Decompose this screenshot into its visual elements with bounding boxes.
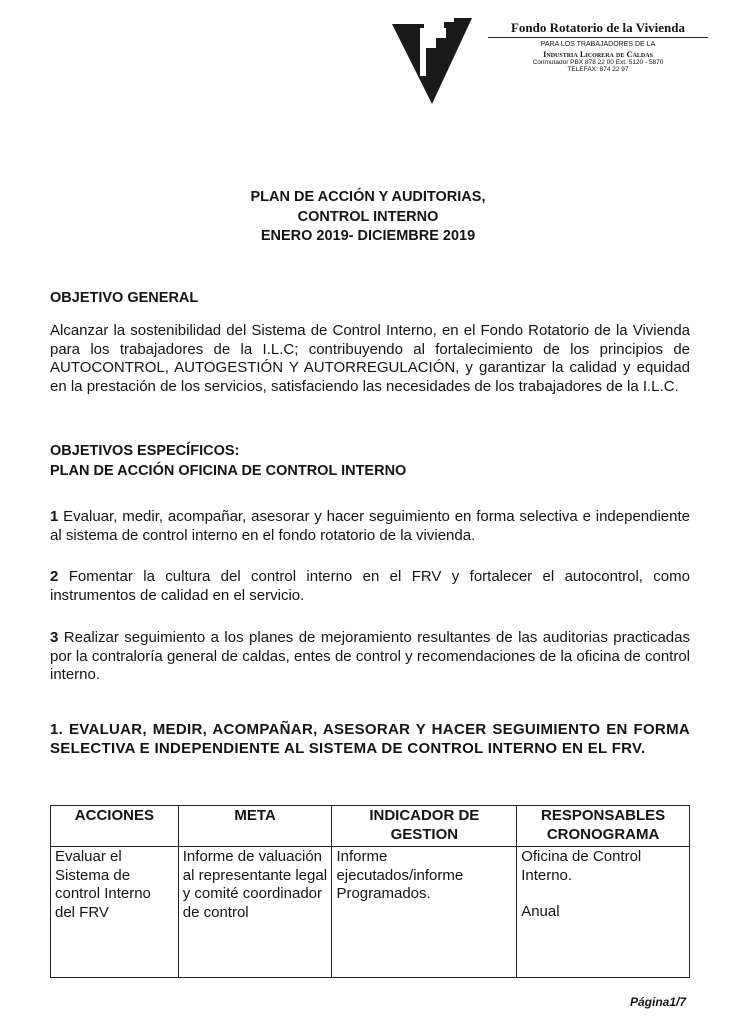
letterhead bbox=[488, 20, 708, 73]
section-1-heading: 1. EVALUAR, MEDIR, ACOMPAÑAR, ASESORAR Y HACER SEGUIMIENTO EN FORMA SELECTIVA E INDEPENDIENTE AL SISTEMA DE CONTROL INTERNO EN EL FRV. bbox=[50, 721, 690, 757]
org-line2: PARA LOS TRABAJADORES DE LA bbox=[540, 41, 656, 48]
objetivo-item-3 bbox=[50, 629, 690, 685]
header-acciones: ACCIONES bbox=[51, 806, 179, 847]
cell-meta: Informe de valuación al representante legal y comité coordinador de control bbox=[178, 847, 332, 978]
org-name: Fondo Rotatorio de la Vivienda bbox=[488, 20, 708, 38]
title-line: ENERO 2019- DICIEMBRE 2019 bbox=[260, 228, 476, 244]
org-telefax: TELEFAX: 874 22 97 bbox=[567, 66, 629, 73]
org-phone: Conmutador PBX 878 22 00 Ext. 5120 - 5870 bbox=[532, 59, 664, 66]
item-number: 3 bbox=[50, 629, 59, 646]
item-number: 2 bbox=[50, 568, 59, 585]
objetivo-general-text: Alcanzar la sostenibilidad del Sistema de Control Interno, en el Fondo Rotatorio de la Vivienda para los trabajadores de la I.L.C; contribuyendo al fortalecimiento de los principios de AUTOCONTROL, AUTOGESTIÓN Y AUTORREGULACIÓN, y garantizar la calidad y equidad en la prestación de los servicios, satisfaciendo las necesidades de los trabajadores de la I.L.C. bbox=[50, 322, 690, 395]
header-indicador: INDICADOR DE GESTION bbox=[332, 806, 517, 847]
frv-logo bbox=[392, 18, 472, 104]
item-text: Fomentar la cultura del control interno en el FRV y fortalecer el autocontrol, como instrumentos de calidad en el servicio. bbox=[50, 568, 690, 604]
cell-acciones: Evaluar el Sistema de control Interno del FRV bbox=[51, 847, 179, 978]
item-number: 1 bbox=[50, 508, 59, 525]
item-text: Realizar seguimiento a los planes de mejoramiento resultantes de las auditorias practicadas por la contraloría general de caldas, entes de control y recomendaciones de la oficina de control interno. bbox=[50, 629, 690, 683]
objetivo-item-1 bbox=[50, 508, 690, 545]
title-line: CONTROL INTERNO bbox=[297, 208, 439, 225]
objetivo-general-heading: OBJETIVO GENERAL bbox=[50, 290, 199, 306]
cell-responsables bbox=[517, 847, 690, 978]
responsable: Oficina de Control Interno. bbox=[521, 848, 642, 884]
document-title bbox=[0, 188, 736, 247]
table-row bbox=[51, 847, 690, 978]
plan-accion-heading: PLAN DE ACCIÓN OFICINA DE CONTROL INTERNO bbox=[50, 463, 407, 479]
table-header-row bbox=[51, 806, 690, 847]
objetivos-especificos-heading: OBJETIVOS ESPECÍFICOS: bbox=[50, 443, 240, 459]
org-line3: Industria Licorera de Caldas bbox=[543, 49, 653, 59]
page-number: Página1/7 bbox=[630, 995, 687, 1009]
objetivo-item-2 bbox=[50, 568, 690, 605]
cronograma: Anual bbox=[521, 903, 560, 920]
action-table bbox=[50, 805, 690, 978]
item-text: Evaluar, medir, acompañar, asesorar y hacer seguimiento en forma selectiva e independiente al sistema de control interno en el fondo rotatorio de la vivienda. bbox=[50, 508, 690, 544]
title-line: PLAN DE ACCIÓN Y AUDITORIAS, bbox=[250, 189, 486, 205]
cell-indicador: Informe ejecutados/informe Programados. bbox=[332, 847, 517, 978]
header-responsables: RESPONSABLES CRONOGRAMA bbox=[517, 806, 690, 847]
header-meta: META bbox=[178, 806, 332, 847]
